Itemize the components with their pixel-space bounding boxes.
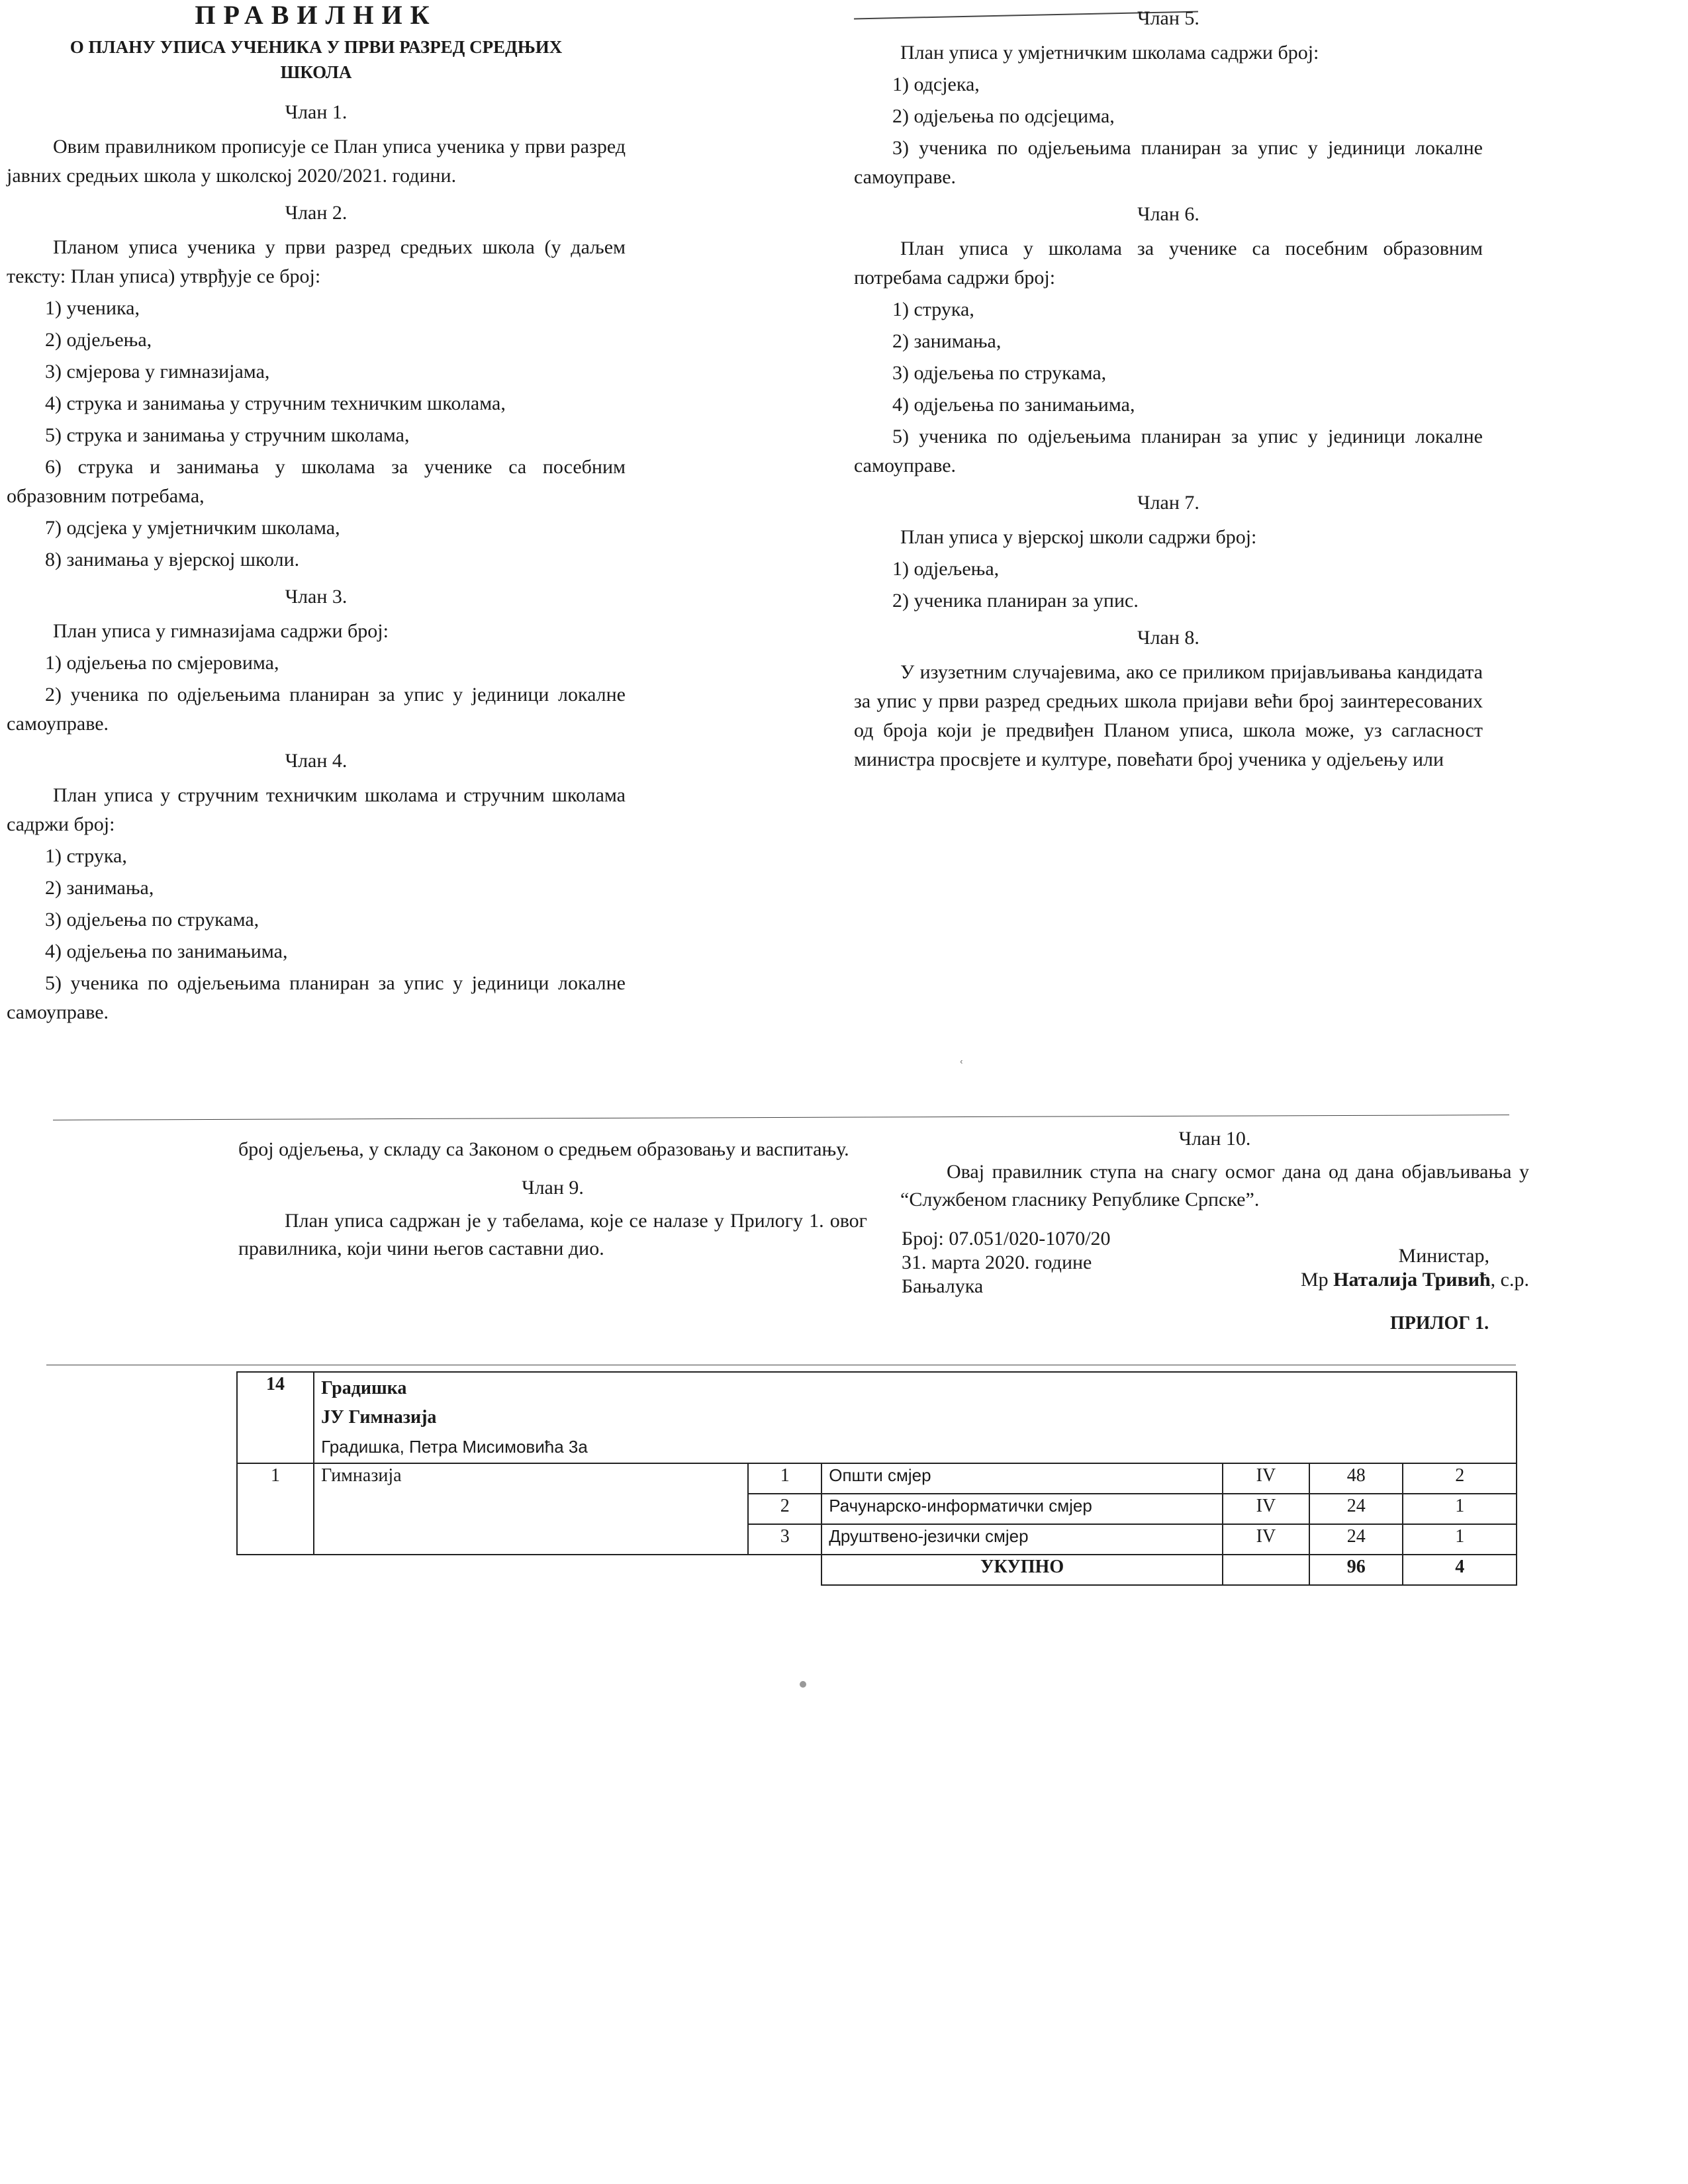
article-6-item: 5) ученика по одјељењима планиран за упис у јединици локалне самоуправе. [854,426,1483,477]
article-7-intro: План уписа у вјерској школи садржи број: [900,526,1257,548]
signatory-suffix: , с.р. [1490,1269,1529,1291]
article-4-item: 3) одјељења по струкама, [45,909,259,931]
total-degree-empty [1223,1555,1309,1585]
program-name: Друштвено-језички смјер [821,1524,1223,1555]
program-classes: 1 [1403,1524,1517,1555]
article-2-item: 1) ученика, [45,297,140,319]
table-row [237,1463,1517,1494]
program-degree: IV [1223,1494,1309,1524]
article-6-item: 3) одјељења по струкама, [892,362,1107,384]
program-classes: 2 [1403,1463,1517,1494]
row-number: 1 [237,1463,314,1555]
school-number: 14 [237,1372,314,1463]
table-total-row [237,1555,1517,1585]
scan-speck: ʿ [959,1058,964,1077]
article-1-text: Овим правилником прописује се План уписа ученика у први разред јавних средњих школа у школској 2020/2021. години. [7,136,626,187]
scan-edge-middle [53,1115,1509,1120]
article-4-intro: План уписа у стручним техничким школама и стручним школама садржи број: [7,784,626,835]
program-students: 24 [1309,1524,1403,1555]
article-5-item: 2) одјељења по одсјецима, [892,105,1115,127]
total-spacer [237,1555,821,1585]
program-degree: IV [1223,1524,1309,1555]
document-title: ПРАВИЛНИК [195,0,438,30]
article-10-text: Овај правилник ступа на снагу осмог дана од дана објављивања у “Службеном гласнику Републике Српске”. [900,1161,1529,1210]
document-reference-block [902,1227,1219,1298]
article-2-item: 6) струка и занимања у школама за ученике са посебним образовним потребама, [7,456,626,507]
article-2-heading: Члан 2. [285,202,348,224]
school-info [314,1372,1517,1463]
article-6-item: 4) одјељења по занимањима, [892,394,1135,416]
signature-block [1225,1244,1529,1292]
program-degree: IV [1223,1463,1309,1494]
school-name: ЈУ Гимназија [321,1407,437,1428]
total-students: 96 [1309,1555,1403,1585]
document-date: 31. марта 2020. године [902,1251,1092,1273]
article-7-heading: Члан 7. [1137,492,1199,514]
article-2-item: 7) одсјека у умјетничким школама, [45,517,340,539]
article-2-item: 3) смјерова у гимназијама, [45,361,270,383]
article-6-intro: План уписа у школама за ученике са посебним образовним потребама садржи број: [854,238,1483,289]
article-9-heading: Члан 9. [522,1177,584,1199]
total-classes: 4 [1403,1555,1517,1585]
article-6-item: 2) занимања, [892,330,1002,352]
program-students: 48 [1309,1463,1403,1494]
article-2-item: 5) струка и занимања у стручним школама, [45,424,410,446]
left-column [7,0,626,1030]
article-10-heading: Члан 10. [1178,1128,1251,1150]
article-4-item: 4) одјељења по занимањима, [45,940,288,962]
program-students: 24 [1309,1494,1403,1524]
article-4-heading: Члан 4. [285,750,348,772]
article-4-item: 5) ученика по одјељењима планиран за упис у јединици локалне самоуправе. [7,972,626,1023]
program-classes: 1 [1403,1494,1517,1524]
document-place: Бањалука [902,1275,984,1297]
document-subtitle: О ПЛАНУ УПИСА УЧЕНИКА У ПРВИ РАЗРЕД СРЕДЊИХ ШКОЛА [70,37,563,82]
article-1-heading: Члан 1. [285,101,348,123]
enrollment-table [236,1371,1517,1586]
article-3-heading: Члан 3. [285,586,348,608]
article-2-item: 2) одјељења, [45,329,152,351]
article-2-item: 4) струка и занимања у стручним техничким школама, [45,392,506,414]
lower-left-block [238,1136,867,1263]
article-5-heading: Члан 5. [1137,7,1199,29]
article-5-intro: План уписа у умјетничким школама садржи број: [900,42,1319,64]
school-type: Гимназија [314,1463,748,1555]
scan-dot [800,1681,806,1688]
article-8-continuation: број одјељења, у складу са Законом о средњем образовању и васпитању. [238,1138,849,1160]
article-5-item: 1) одсјека, [892,73,980,95]
article-6-item: 1) струка, [892,298,974,320]
program-name: Општи смјер [821,1463,1223,1494]
program-number: 3 [748,1524,821,1555]
article-7-item: 2) ученика планиран за упис. [892,590,1139,612]
article-9-text: План уписа садржан је у табелама, које се налазе у Прилогу 1. овог правилника, који чини његов саставни дио. [238,1210,867,1259]
school-city: Градишка [321,1378,407,1398]
lower-right-block [900,1125,1529,1214]
article-3-item: 1) одјељења по смјеровима, [45,652,279,674]
signatory-prefix: Мр [1300,1269,1329,1291]
program-number: 1 [748,1463,821,1494]
article-4-item: 1) струка, [45,845,127,867]
program-number: 2 [748,1494,821,1524]
article-6-heading: Члан 6. [1137,203,1199,225]
article-2-intro: Планом уписа ученика у први разред средњих школа (у даљем тексту: План уписа) утврђује се број: [7,236,626,287]
article-4-item: 2) занимања, [45,877,154,899]
annex-label: ПРИЛОГ 1. [1390,1313,1489,1334]
program-name: Рачунарско-информатички смјер [821,1494,1223,1524]
article-2-item: 8) занимања у вјерској школи. [45,549,300,570]
article-7-item: 1) одјељења, [892,558,1000,580]
right-column [854,4,1483,777]
article-5-item: 3) ученика по одјељењима планиран за упис у јединици локалне самоуправе. [854,137,1483,188]
signatory-name: Наталија Тривић [1333,1269,1491,1291]
article-8-text: У изузетним случајевима, ако се приликом пријављивања кандидата за упис у први разред средњих школа пријави већи број заинтересованих од броја који је предвиђен Планом уписа, школа може, уз сагласност министра просвјете и културе, повећати број ученика у одјељењу или [854,661,1483,770]
article-3-item: 2) ученика по одјељењима планиран за упис у јединици локалне самоуправе. [7,684,626,735]
document-number: Број: 07.051/020-1070/20 [902,1228,1111,1250]
article-8-heading: Члан 8. [1137,627,1199,649]
signatory-line [1225,1268,1529,1292]
signatory-role: Министар, [1398,1245,1489,1267]
article-3-intro: План уписа у гимназијама садржи број: [53,620,389,642]
school-address: Градишка, Петра Мисимовића 3а [321,1437,588,1457]
total-label: УКУПНО [821,1555,1223,1585]
table-row [237,1372,1517,1463]
